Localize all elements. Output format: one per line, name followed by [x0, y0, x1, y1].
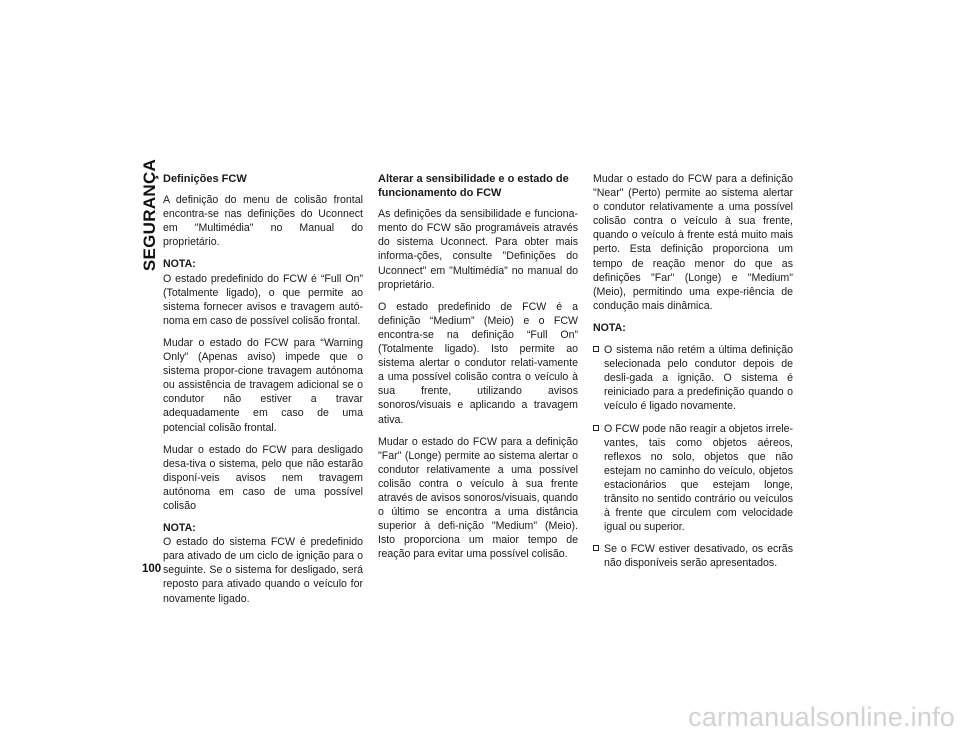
list-item-text: O FCW pode não reagir a objetos irrele-vantes, tais como objetos aéreos, reflexos no solo, objetos que não estejam no caminho do veículo, objetos estacionários que estejam longe, trânsito no sentido contrário ou veículos à frente que circulem com velocidade igual ou superior.	[604, 422, 793, 534]
note-block	[593, 321, 793, 335]
section-tab	[140, 158, 160, 272]
paragraph: As definições da sensibilidade e funciona-mento do FCW são programáveis através do sistema Uconnect. Para obter mais informa-ções, consulte "Definições do Uconnect" em "Multimédia" no manual do proprietário.	[378, 208, 578, 291]
note-text: O estado do sistema FCW é predefinido para ativado de um ciclo de ignição para o seguinte. Se o sistema for desligado, será reposto para ativado quando o veículo for novamente ligado.	[163, 536, 363, 605]
list-item	[593, 422, 793, 535]
paragraph: O estado predefinido de FCW é a definição “Medium” (Meio) e o FCW encontra-se na definição “Full On” (Totalmente ligado). Isto permite ao sistema alertar o condutor relati-vamente a uma possível colisão contra o veículo à sua frente, utilizando avisos sonoros/visuais e aplicando a travagem ativa.	[378, 300, 578, 426]
section-heading-sensitivity: Alterar a sensibilidade e o estado de funcionamento do FCW	[378, 173, 569, 200]
section-heading-fcw-settings: Definições FCW	[163, 173, 247, 185]
note-block	[163, 521, 363, 606]
list-item-text: Se o FCW estiver desativado, os ecrãs não disponíveis serão apresentados.	[604, 543, 793, 570]
list-item	[593, 343, 793, 413]
checkbox-bullet-icon	[593, 545, 599, 551]
note-label: NOTA:	[163, 258, 196, 271]
section-tab-label: SEGURANÇA	[140, 158, 160, 272]
list-item	[593, 542, 793, 570]
note-label: NOTA:	[593, 321, 626, 334]
checkbox-bullet-icon	[593, 425, 599, 431]
paragraph: Mudar o estado do FCW para a definição "Far" (Longe) permite ao sistema alertar o condutor relativamente a uma possível colisão contra o veículo à sua frente através de avisos sonoros/visuais, quando o último se encontra a uma distância superior à defi-nição "Medium" (Meio). Isto proporciona um maior tempo de reação para evitar uma possível colisão.	[378, 435, 578, 561]
note-bullet-list	[593, 343, 793, 570]
note-label: NOTA:	[163, 522, 196, 535]
paragraph: Mudar o estado do FCW para a definição "Near" (Perto) permite ao sistema alertar o condutor relativamente a uma possível colisão contra o veículo à sua frente, quando o veículo à frente está muito mais perto. Esta definição proporciona um tempo de reação menor do que as definições "Far" (Longe) e "Medium" (Meio), permitindo uma expe-riência de condução mais dinâmica.	[593, 173, 793, 312]
checkbox-bullet-icon	[593, 346, 599, 352]
paragraph: Mudar o estado do FCW para desligado desa-tiva o sistema, pelo que não estarão disponí-veis avisos nem travagem autónoma em caso de uma possível colisão	[163, 443, 363, 512]
watermark: carmanualsonline.info	[688, 702, 955, 732]
note-text: O estado predefinido do FCW é “Full On” (Totalmente ligado), o que permite ao sistema fornecer avisos e travagem autó-noma em caso de possível colisão frontal.	[163, 272, 363, 327]
paragraph: A definição do menu de colisão frontal encontra-se nas definições do Uconnect em "Multimédia" no Manual do proprietário.	[163, 194, 363, 249]
page-number: 100	[142, 563, 162, 575]
paragraph: Mudar o estado do FCW para “Warning Only” (Apenas aviso) impede que o sistema propor-cione travagem autónoma ou assistência de travagem adicional se o condutor não estiver a travar adequadamente em caso de uma potencial colisão frontal.	[163, 336, 363, 434]
column-3	[593, 172, 793, 578]
list-item-text: O sistema não retém a última definição selecionada pelo condutor depois de desli-gada a ignição. O sistema é reiniciado para a predefinição quando o veículo é ligado novamente.	[604, 344, 793, 413]
column-2	[378, 172, 578, 569]
column-1	[163, 172, 363, 614]
note-block	[163, 257, 363, 327]
